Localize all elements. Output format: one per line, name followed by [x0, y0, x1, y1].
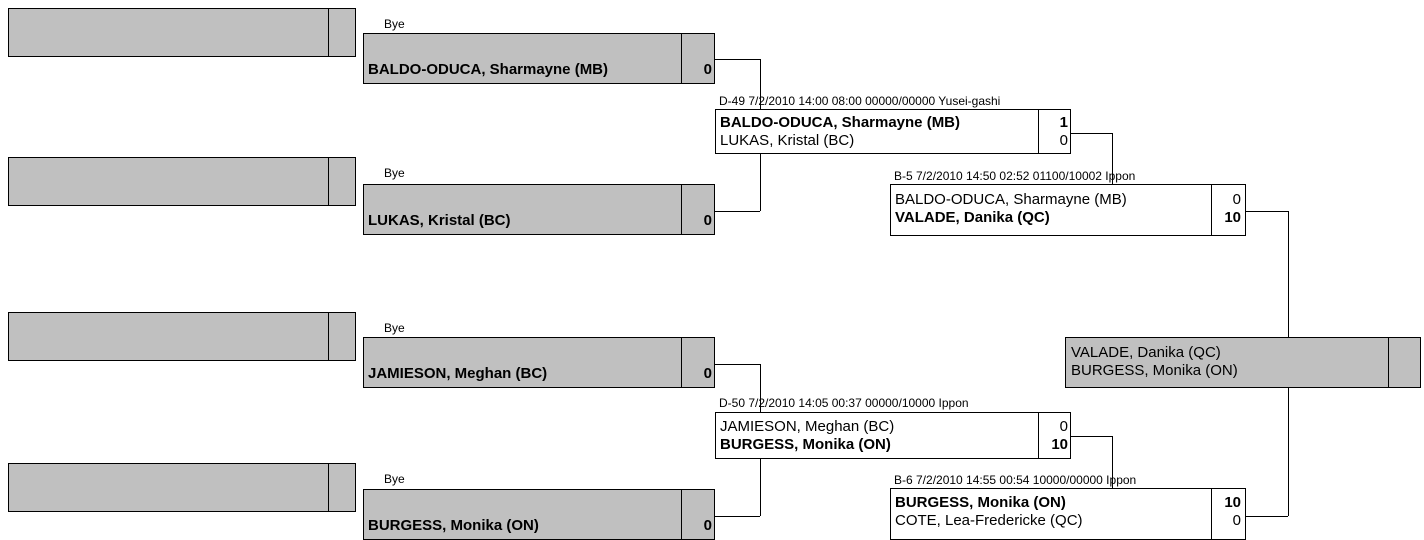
final-box — [1065, 337, 1421, 388]
bracket-connector — [1246, 211, 1288, 212]
box-divider — [1038, 110, 1039, 153]
match-box-b5 — [890, 184, 1246, 236]
bracket-connector — [715, 211, 760, 212]
box-divider — [681, 338, 682, 387]
box-divider — [328, 9, 329, 56]
competitor-name: LUKAS, Kristal (BC) — [368, 212, 511, 229]
match-header: B-6 7/2/2010 14:55 00:54 10000/00000 Ippon — [894, 473, 1137, 487]
competitor-name: BURGESS, Monika (ON) — [720, 436, 891, 453]
competitor-score: 0 — [1232, 191, 1241, 208]
competitor-score: 10 — [1224, 209, 1241, 226]
bye-entry-box — [8, 312, 356, 361]
round1-entry — [363, 184, 715, 235]
competitor-name: COTE, Lea-Fredericke (QC) — [895, 512, 1083, 529]
box-divider — [1211, 489, 1212, 539]
bracket-connector — [760, 154, 761, 211]
competitor-name: BALDO-ODUCA, Sharmayne (MB) — [368, 61, 609, 78]
bracket-connector — [715, 59, 760, 60]
box-divider — [681, 34, 682, 83]
round1-entry — [363, 489, 715, 540]
match-box-b6 — [890, 488, 1246, 540]
bracket-connector — [760, 459, 761, 516]
bracket-connector — [1112, 133, 1113, 184]
bracket-connector — [1288, 211, 1289, 337]
competitor-score: 1 — [1059, 114, 1068, 131]
box-divider — [328, 313, 329, 360]
bracket-connector — [1246, 516, 1288, 517]
box-divider — [681, 185, 682, 234]
bye-label: Bye — [384, 472, 405, 486]
competitor-name: VALADE, Danika (QC) — [895, 209, 1050, 226]
match-header: B-5 7/2/2010 14:50 02:52 01100/10002 Ippon — [894, 169, 1136, 183]
competitor-score: 0 — [703, 365, 712, 382]
bye-entry-box — [8, 463, 356, 512]
competitor-name: JAMIESON, Meghan (BC) — [720, 418, 895, 435]
bracket-connector — [1071, 436, 1112, 437]
box-divider — [1211, 185, 1212, 235]
competitor-score: 10 — [1051, 436, 1068, 453]
match-header: D-50 7/2/2010 14:05 00:37 00000/10000 Ippon — [719, 396, 969, 410]
competitor-name: BALDO-ODUCA, Sharmayne (MB) — [720, 114, 961, 131]
bye-label: Bye — [384, 166, 405, 180]
match-box-d49 — [715, 109, 1071, 154]
bracket-connector — [715, 516, 760, 517]
bracket-connector — [1112, 436, 1113, 488]
box-divider — [1388, 338, 1389, 387]
competitor-score: 0 — [1232, 512, 1241, 529]
match-header: D-49 7/2/2010 14:00 08:00 00000/00000 Yusei-gashi — [719, 94, 1001, 108]
competitor-name: BURGESS, Monika (ON) — [895, 494, 1066, 511]
box-divider — [328, 464, 329, 511]
competitor-score: 0 — [703, 61, 712, 78]
competitor-score: 10 — [1224, 494, 1241, 511]
competitor-score: 0 — [703, 212, 712, 229]
bye-label: Bye — [384, 321, 405, 335]
bye-entry-box — [8, 8, 356, 57]
bracket-connector — [760, 59, 761, 109]
finalist-name: VALADE, Danika (QC) — [1071, 344, 1221, 361]
bracket-connector — [760, 364, 761, 412]
competitor-score: 0 — [703, 517, 712, 534]
bracket-connector — [1071, 133, 1112, 134]
competitor-score: 0 — [1059, 418, 1068, 435]
competitor-name: BALDO-ODUCA, Sharmayne (MB) — [895, 191, 1127, 208]
competitor-name: BURGESS, Monika (ON) — [368, 517, 539, 534]
box-divider — [1038, 413, 1039, 458]
match-box-d50 — [715, 412, 1071, 459]
competitor-name: LUKAS, Kristal (BC) — [720, 132, 855, 149]
box-divider — [328, 158, 329, 205]
round1-entry — [363, 33, 715, 84]
round1-entry — [363, 337, 715, 388]
bye-label: Bye — [384, 17, 405, 31]
bracket-connector — [715, 364, 760, 365]
competitor-score: 0 — [1059, 132, 1068, 149]
finalist-name: BURGESS, Monika (ON) — [1071, 362, 1238, 379]
competitor-name: JAMIESON, Meghan (BC) — [368, 365, 548, 382]
bye-entry-box — [8, 157, 356, 206]
bracket-connector — [1288, 388, 1289, 516]
box-divider — [681, 490, 682, 539]
